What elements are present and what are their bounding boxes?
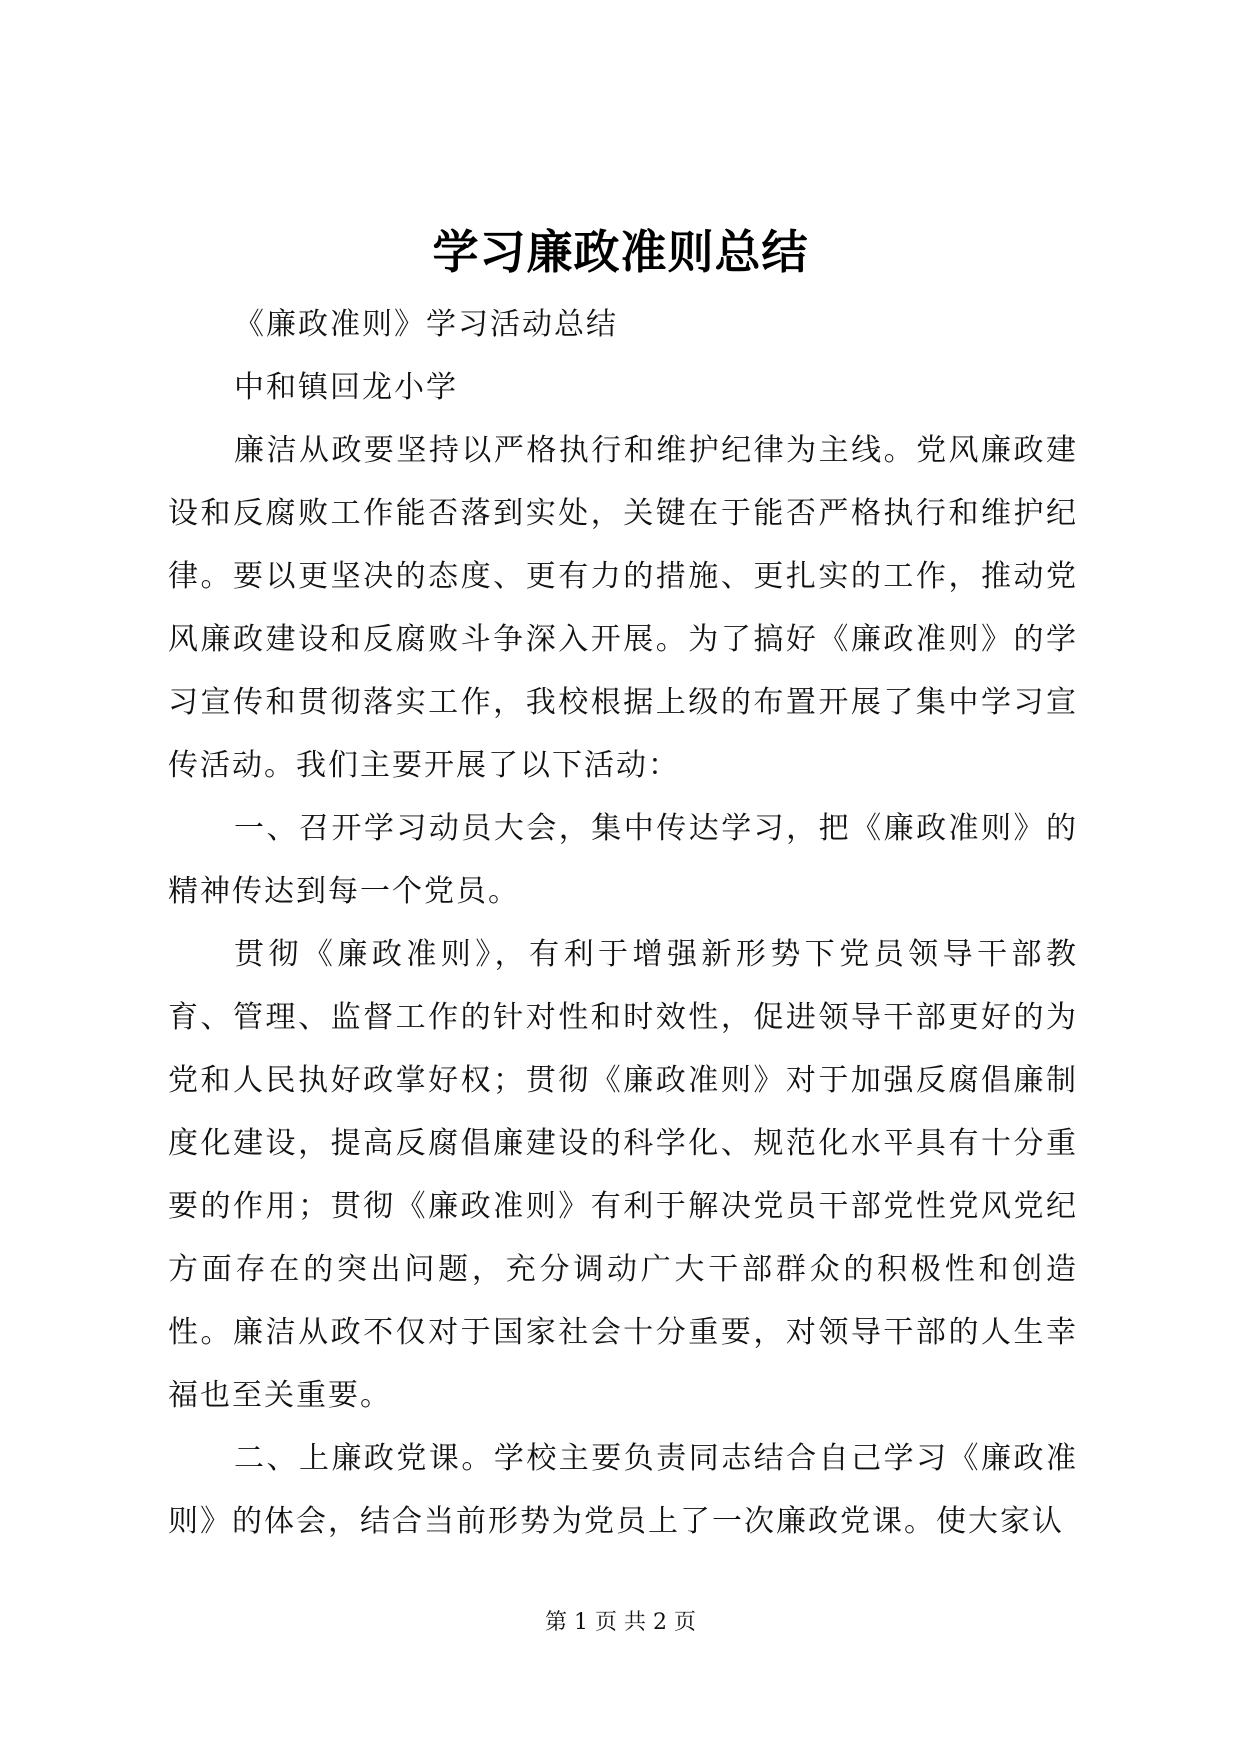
section-one-paragraph: 一、召开学习动员大会，集中传达学习，把《廉政准则》的精神传达到每一个党员。 xyxy=(168,811,1078,909)
document-body xyxy=(168,293,1078,1553)
author-paragraph: 中和镇回龙小学 xyxy=(234,370,458,405)
discussion-paragraph: 贯彻《廉政准则》，有利于增强新形势下党员领导干部教育、管理、监督工作的针对性和时效性，促进领导干部更好的为党和人民执好政掌好权；贯彻《廉政准则》对于加强反腐倡廉制度化建设，提高反腐倡廉建设的科学化、规范化水平具有十分重要的作用；贯彻《廉政准则》有利于解决党员干部党性党风党纪方面存在的突出问题，充分调动广大干部群众的积极性和创造性。廉洁从政不仅对于国家社会十分重要，对领导干部的人生幸福也至关重要。 xyxy=(168,937,1078,1413)
document-title: 学习廉政准则总结 xyxy=(432,225,809,279)
subtitle-paragraph: 《廉政准则》学习活动总结 xyxy=(234,307,618,342)
section-two-paragraph: 二、上廉政党课。学校主要负责同志结合自己学习《廉政准则》的体会，结合当前形势为党员上了一次廉政党课。使大家认 xyxy=(168,1441,1078,1539)
intro-paragraph: 廉洁从政要坚持以严格执行和维护纪律为主线。党风廉政建设和反腐败工作能否落到实处，关键在于能否严格执行和维护纪律。要以更坚决的态度、更有力的措施、更扎实的工作，推动党风廉政建设和反腐败斗争深入开展。为了搞好《廉政准则》的学习宣传和贯彻落实工作，我校根据上级的布置开展了集中学习宣传活动。我们主要开展了以下活动： xyxy=(168,433,1078,783)
page-footer: 第 1 页 共 2 页 xyxy=(545,1610,696,1635)
